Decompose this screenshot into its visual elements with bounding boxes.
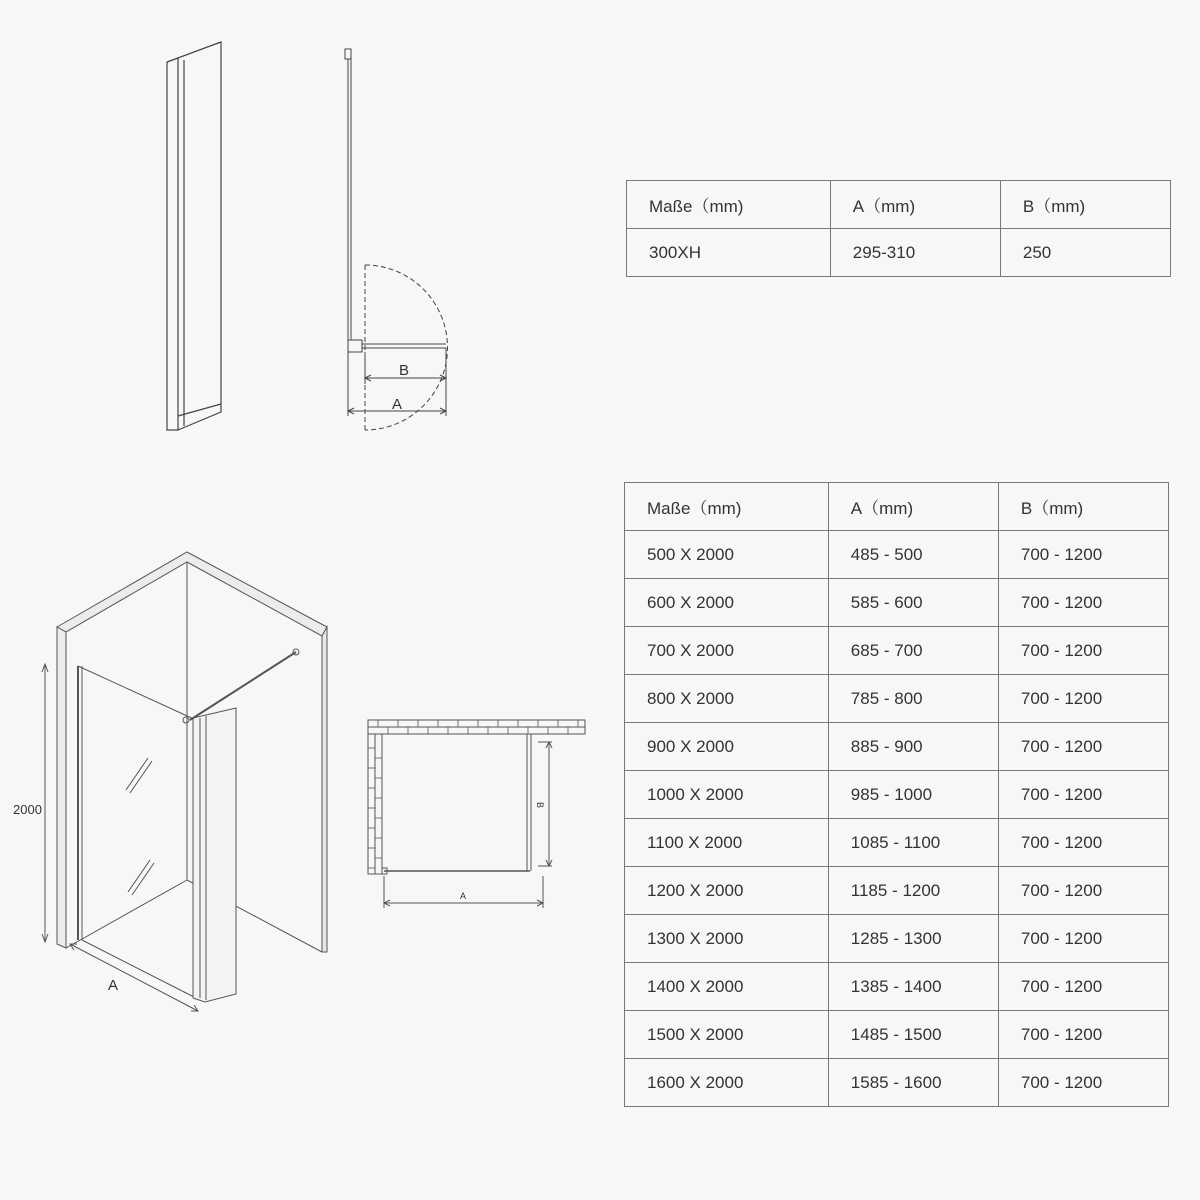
cell-size: 1100 X 2000: [625, 819, 829, 867]
width-label-a: A: [108, 977, 119, 994]
cell-size: 1500 X 2000: [625, 1011, 829, 1059]
narrow-panel-drawing: [167, 42, 221, 430]
table-row: [625, 579, 1169, 627]
cell-b: 700 - 1200: [998, 1059, 1168, 1107]
cell-size: 900 X 2000: [625, 723, 829, 771]
cell-size: 300XH: [627, 229, 831, 277]
cell-size: 1400 X 2000: [625, 963, 829, 1011]
table-row: [625, 915, 1169, 963]
table-row: [625, 675, 1169, 723]
swing-label-b: B: [399, 362, 410, 379]
cell-a: 685 - 700: [828, 627, 998, 675]
walkin-shower-isometric: [42, 552, 327, 1011]
table-header-row: [625, 483, 1169, 531]
cell-a: 785 - 800: [828, 675, 998, 723]
plan-label-b: B: [535, 802, 545, 809]
header-size: Maße（mm): [625, 483, 829, 531]
table-row: [625, 627, 1169, 675]
cell-b: 700 - 1200: [998, 579, 1168, 627]
cell-size: 800 X 2000: [625, 675, 829, 723]
table-row: [625, 819, 1169, 867]
height-label: 2000: [13, 802, 42, 817]
table-row: [625, 1059, 1169, 1107]
cell-size: 1000 X 2000: [625, 771, 829, 819]
swing-label-a: A: [392, 396, 403, 413]
cell-a: 1385 - 1400: [828, 963, 998, 1011]
plan-label-a: A: [460, 891, 467, 901]
cell-a: 295-310: [830, 229, 1000, 277]
table-row: [627, 229, 1171, 277]
header-a: A（mm): [830, 181, 1000, 229]
cell-b: 700 - 1200: [998, 867, 1168, 915]
cell-b: 700 - 1200: [998, 723, 1168, 771]
dimension-table-narrow-panel: [626, 180, 1171, 277]
table-row: [625, 1011, 1169, 1059]
table-row: [625, 771, 1169, 819]
table-header-row: [627, 181, 1171, 229]
table-row: [625, 531, 1169, 579]
cell-a: 985 - 1000: [828, 771, 998, 819]
swing-panel-topview: [345, 49, 448, 430]
cell-b: 700 - 1200: [998, 675, 1168, 723]
table-row: [625, 867, 1169, 915]
cell-a: 485 - 500: [828, 531, 998, 579]
cell-size: 1600 X 2000: [625, 1059, 829, 1107]
table-row: [625, 963, 1169, 1011]
cell-b: 700 - 1200: [998, 819, 1168, 867]
cell-size: 500 X 2000: [625, 531, 829, 579]
cell-a: 1285 - 1300: [828, 915, 998, 963]
plan-view-drawing: [368, 720, 585, 908]
cell-b: 250: [1000, 229, 1170, 277]
cell-a: 885 - 900: [828, 723, 998, 771]
cell-size: 600 X 2000: [625, 579, 829, 627]
header-size: Maße（mm): [627, 181, 831, 229]
table-row: [625, 723, 1169, 771]
cell-b: 700 - 1200: [998, 915, 1168, 963]
header-a: A（mm): [828, 483, 998, 531]
cell-size: 700 X 2000: [625, 627, 829, 675]
cell-b: 700 - 1200: [998, 1011, 1168, 1059]
cell-b: 700 - 1200: [998, 963, 1168, 1011]
cell-b: 700 - 1200: [998, 771, 1168, 819]
cell-a: 1485 - 1500: [828, 1011, 998, 1059]
cell-b: 700 - 1200: [998, 531, 1168, 579]
dimension-table-walkin: [624, 482, 1169, 1107]
cell-a: 1585 - 1600: [828, 1059, 998, 1107]
cell-b: 700 - 1200: [998, 627, 1168, 675]
cell-a: 1085 - 1100: [828, 819, 998, 867]
cell-size: 1300 X 2000: [625, 915, 829, 963]
header-b: B（mm): [998, 483, 1168, 531]
header-b: B（mm): [1000, 181, 1170, 229]
cell-a: 585 - 600: [828, 579, 998, 627]
cell-size: 1200 X 2000: [625, 867, 829, 915]
cell-a: 1185 - 1200: [828, 867, 998, 915]
